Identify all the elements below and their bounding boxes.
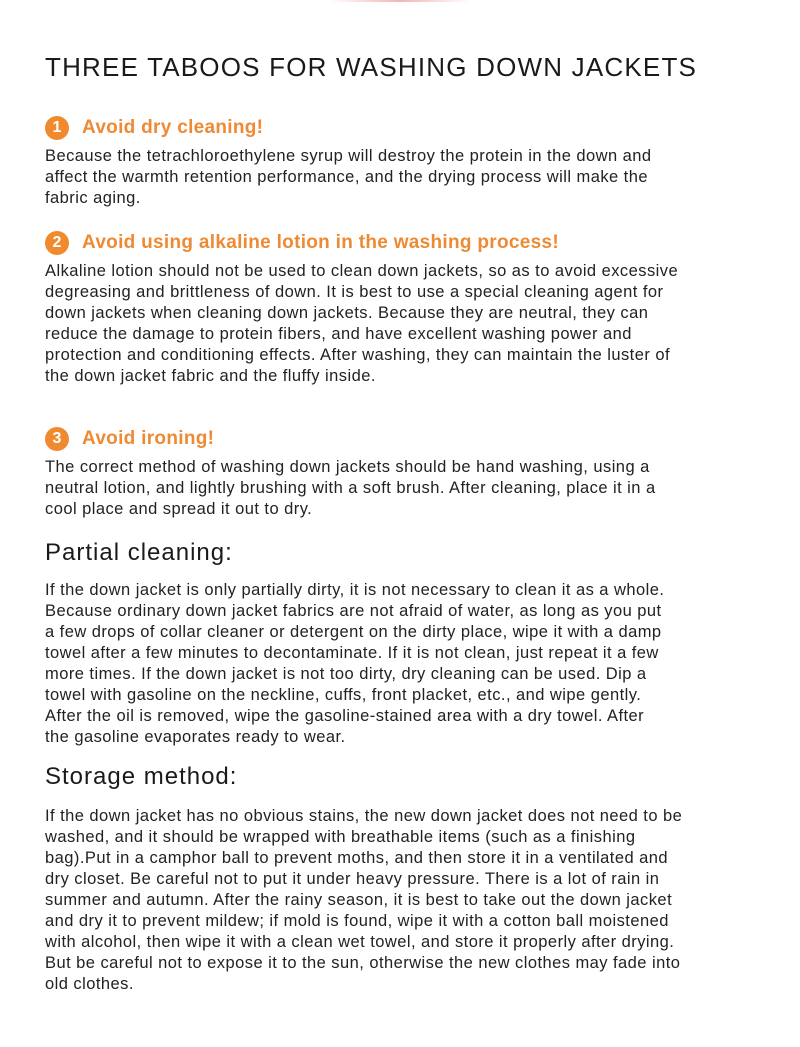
taboo-2 <box>45 229 785 387</box>
partial-cleaning-text: If the down jacket is only partially dirty, it is not necessary to clean it as a whole. Because ordinary down jacket fabrics are not afraid of water, as long as you put a few drops of collar cleaner or detergent on the dirty place, wipe it with a damp towel after a few minutes to decontaminate. If it is not clean, just repeat it a few more times. If the down jacket is not too dirty, dry cleaning can be used. Dip a towel with gasoline on the neckline, cuffs, front placket, etc., and wipe gently. After the oil is removed, wipe the gasoline-stained area with a dry towel. After the gasoline evaporates ready to wear. <box>45 581 665 746</box>
partial-cleaning-title: Partial cleaning: <box>45 539 233 566</box>
taboo-3-title: Avoid ironing! <box>82 428 215 449</box>
storage-method-section <box>45 762 785 995</box>
top-accent-line <box>330 0 470 2</box>
taboo-3-header <box>45 425 785 453</box>
number-two-icon: 2 <box>45 231 69 255</box>
taboo-1-text: Because the tetrachloroethylene syrup will destroy the protein in the down and affect the warmth retention performance, and the drying process will make the fabric aging. <box>45 147 652 207</box>
storage-method-text: If the down jacket has no obvious stains, the new down jacket does not need to be washed, and it should be wrapped with breathable items (such as a finishing bag).Put in a camphor ball to prevent moths, and then store it in a ventilated and dry closet. Be careful not to put it under heavy pressure. There is a lot of rain in summer and autumn. After the rainy season, it is best to take out the down jacket and dry it to prevent mildew; if mold is found, wipe it with a cotton ball moistened with alcohol, then wipe it with a clean wet towel, and store it properly after drying. But be careful not to expose it to the sun, otherwise the new clothes may fade into old clothes. <box>45 807 683 993</box>
storage-method-title: Storage method: <box>45 763 238 790</box>
taboo-3-text: The correct method of washing down jackets should be hand washing, using a neutral lotion, and lightly brushing with a soft brush. After cleaning, place it in a cool place and spread it out to dry. <box>45 458 656 518</box>
taboo-3 <box>45 425 785 520</box>
partial-cleaning-section <box>45 538 785 748</box>
taboo-1 <box>45 114 785 209</box>
number-one-icon: 1 <box>45 116 69 140</box>
taboo-2-title: Avoid using alkaline lotion in the washing process! <box>82 232 559 253</box>
number-three-icon: 3 <box>45 427 69 451</box>
content <box>45 50 785 1009</box>
main-title: THREE TABOOS FOR WASHING DOWN JACKETS <box>45 52 698 82</box>
taboo-1-title: Avoid dry cleaning! <box>82 117 264 138</box>
taboo-2-header <box>45 229 785 257</box>
taboo-2-text: Alkaline lotion should not be used to clean down jackets, so as to avoid excessive degreasing and brittleness of down. It is best to use a special cleaning agent for down jackets when cleaning down jackets. Because they are neutral, they can reduce the damage to protein fibers, and have excellent washing power and protection and conditioning effects. After washing, they can maintain the luster of the down jacket fabric and the fluffy inside. <box>45 262 679 385</box>
taboo-1-header <box>45 114 785 142</box>
